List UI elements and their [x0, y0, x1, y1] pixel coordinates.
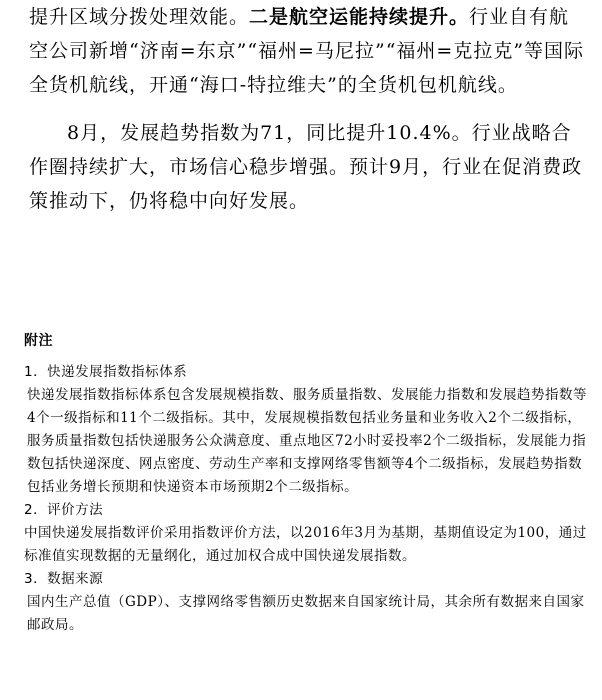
body-paragraph-1-lead: 提升区域分拨处理效能。	[29, 6, 250, 28]
notes-heading: 附注	[24, 333, 53, 349]
section-2-title: 2．评价方法	[24, 502, 104, 518]
body-paragraph-2: 8月，发展趋势指数为71，同比提升10.4%。行业战略合作圈持续扩大，市场信心稳步增强。预计9月，行业在促消费政策推动下，仍将稳中向好发展。	[29, 122, 583, 212]
section-3-title: 3．数据来源	[24, 571, 104, 587]
main-body	[29, 0, 589, 218]
section-3-text: 国内生产总值（GDP）、支撑网络零售额历史数据来自国家统计局，其余所有数据来自国家邮政局。	[27, 594, 585, 633]
section-2-text: 中国快递发展指数评价采用指数评价方法，以2016年3月为基期，基期值设定为100，通过标准值实现数据的无量纲化，通过加权合成中国快递发展指数。	[24, 525, 587, 564]
body-paragraph-1-rest: 行业自有航空公司新增“济南=东京”“福州=马尼拉”“福州=克拉克”等国际全货机航线，开通“海口-特拉维夫”的全货机包机航线。	[29, 6, 585, 96]
appendix-notes	[24, 330, 589, 637]
body-paragraph-1	[29, 0, 589, 102]
section-1-text: 快递发展指数指标体系包含发展规模指数、服务质量指数、发展能力指数和发展趋势指数等4个一级指标和11个二级指标。其中，发展规模指数包括业务量和业务收入2个二级指标，服务质量指数包括快递服务公众满意度、重点地区72小时妥投率2个二级指标，发展能力指数包括快递深度、网点密度、劳动生产率和支撑网络零售额等4个二级指标，发展趋势指数包括业务增长预期和快递资本市场预期2个二级指标。	[27, 387, 587, 495]
section-1-title: 1．快递发展指数指标体系	[24, 364, 188, 380]
body-paragraph-1-emphasis: 二是航空运能持续提升。	[249, 6, 470, 28]
